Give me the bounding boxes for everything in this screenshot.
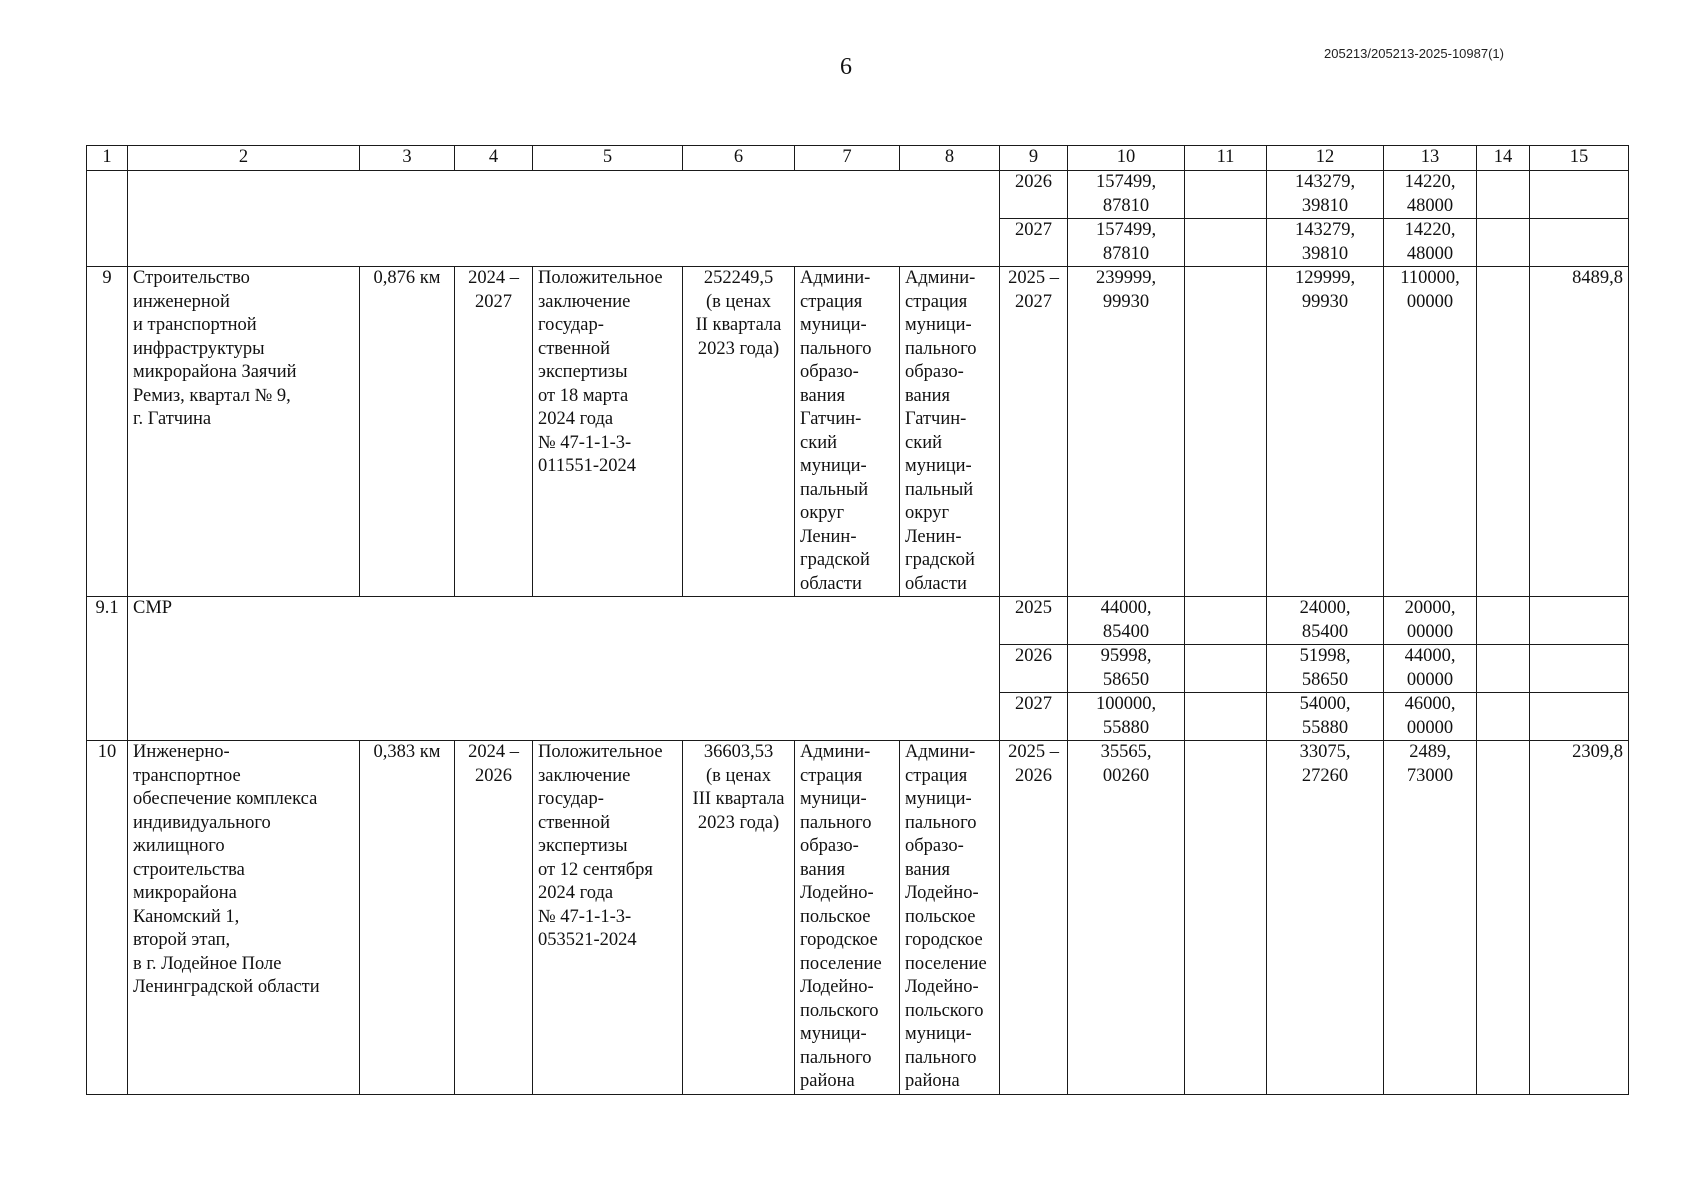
period-cell: 2024 – 2027 bbox=[455, 267, 533, 597]
table-cell bbox=[1185, 693, 1267, 741]
owner-cell: Админи- страция муници- пального образо- вания Лодейно- польское городское поселение Лодейно- польского муници- пального района bbox=[900, 741, 1000, 1095]
amount-cell: 110000, 00000 bbox=[1384, 267, 1477, 597]
col-header: 11 bbox=[1185, 146, 1267, 171]
amount-cell: 100000, 55880 bbox=[1068, 693, 1185, 741]
amount-cell: 14220, 48000 bbox=[1384, 171, 1477, 219]
table-cell bbox=[1530, 171, 1629, 219]
year-cell: 2025 – 2027 bbox=[1000, 267, 1068, 597]
object-name: Строительство инженерной и транспортной инфраструктуры микрорайона Заячий Ремиз, квартал № 9, г. Гатчина bbox=[128, 267, 360, 597]
amount-cell: 143279, 39810 bbox=[1267, 171, 1384, 219]
amount-cell: 129999, 99930 bbox=[1267, 267, 1384, 597]
col-header: 7 bbox=[795, 146, 900, 171]
col-header: 6 bbox=[683, 146, 795, 171]
amount-cell: 2489, 73000 bbox=[1384, 741, 1477, 1095]
cost-cell: 252249,5 (в ценах II квартала 2023 года) bbox=[683, 267, 795, 597]
table-cell bbox=[1530, 597, 1629, 645]
amount-cell: 54000, 55880 bbox=[1267, 693, 1384, 741]
amount-cell: 24000, 85400 bbox=[1267, 597, 1384, 645]
table-cell bbox=[1185, 267, 1267, 597]
table-cell bbox=[1477, 645, 1530, 693]
table-cell bbox=[1185, 741, 1267, 1095]
year-cell: 2026 bbox=[1000, 645, 1068, 693]
table-cell bbox=[1185, 219, 1267, 267]
amount-cell: 51998, 58650 bbox=[1267, 645, 1384, 693]
table-cell bbox=[1477, 693, 1530, 741]
table-cell bbox=[1530, 693, 1629, 741]
amount-cell: 35565, 00260 bbox=[1068, 741, 1185, 1095]
year-cell: 2027 bbox=[1000, 693, 1068, 741]
row-number: 9.1 bbox=[87, 597, 128, 741]
col-header: 3 bbox=[360, 146, 455, 171]
amount-cell: 44000, 00000 bbox=[1384, 645, 1477, 693]
cost-cell: 36603,53 (в ценах III квартала 2023 года) bbox=[683, 741, 795, 1095]
capacity-cell: 0,876 км bbox=[360, 267, 455, 597]
period-cell: 2024 – 2026 bbox=[455, 741, 533, 1095]
col-header: 13 bbox=[1384, 146, 1477, 171]
year-cell: 2027 bbox=[1000, 219, 1068, 267]
table-cell bbox=[87, 171, 128, 267]
amount-cell: 157499, 87810 bbox=[1068, 171, 1185, 219]
amount-cell: 14220, 48000 bbox=[1384, 219, 1477, 267]
header-row bbox=[87, 146, 1629, 171]
col-header: 14 bbox=[1477, 146, 1530, 171]
row-number: 9 bbox=[87, 267, 128, 597]
col-header: 10 bbox=[1068, 146, 1185, 171]
table-cell bbox=[128, 171, 1000, 267]
amount-cell: 239999, 99930 bbox=[1068, 267, 1185, 597]
col-header: 8 bbox=[900, 146, 1000, 171]
year-cell: 2025 bbox=[1000, 597, 1068, 645]
investment-table bbox=[86, 145, 1629, 1095]
customer-cell: Админи- страция муници- пального образо- вания Гатчин- ский муници- пальный округ Ленин- градской области bbox=[795, 267, 900, 597]
col-header: 5 bbox=[533, 146, 683, 171]
owner-cell: Админи- страция муници- пального образо- вания Гатчин- ский муници- пальный округ Ленин- градской области bbox=[900, 267, 1000, 597]
table-row bbox=[87, 597, 1629, 645]
col-header: 1 bbox=[87, 146, 128, 171]
table-row bbox=[87, 741, 1629, 1095]
col-header: 15 bbox=[1530, 146, 1629, 171]
table-cell bbox=[1477, 171, 1530, 219]
table-cell bbox=[1185, 597, 1267, 645]
table-cell bbox=[1530, 645, 1629, 693]
table-row bbox=[87, 267, 1629, 597]
table-row bbox=[87, 171, 1629, 219]
amount-cell: 143279, 39810 bbox=[1267, 219, 1384, 267]
document-id: 205213/205213-2025-10987(1) bbox=[1324, 46, 1504, 61]
page-number: 6 bbox=[840, 54, 852, 80]
col-header: 9 bbox=[1000, 146, 1068, 171]
object-name: Инженерно- транспортное обеспечение комплекса индивидуального жилищного строительства микрорайона Каномский 1, второй этап, в г. Лодейное Поле Ленинградской области bbox=[128, 741, 360, 1095]
col-header: 12 bbox=[1267, 146, 1384, 171]
table-cell bbox=[1185, 645, 1267, 693]
customer-cell: Админи- страция муници- пального образо- вания Лодейно- польское городское поселение Лодейно- польского муници- пального района bbox=[795, 741, 900, 1095]
amount-cell: 33075, 27260 bbox=[1267, 741, 1384, 1095]
row-number: 10 bbox=[87, 741, 128, 1095]
amount-cell: 20000, 00000 bbox=[1384, 597, 1477, 645]
amount-cell: 8489,8 bbox=[1530, 267, 1629, 597]
capacity-cell: 0,383 км bbox=[360, 741, 455, 1095]
amount-cell: 2309,8 bbox=[1530, 741, 1629, 1095]
subitem-label: СМР bbox=[128, 597, 1000, 741]
col-header: 2 bbox=[128, 146, 360, 171]
table-cell bbox=[1185, 171, 1267, 219]
amount-cell: 95998, 58650 bbox=[1068, 645, 1185, 693]
table-cell bbox=[1477, 267, 1530, 597]
expertise-cell: Положительное заключение государ- ственной экспертизы от 18 марта 2024 года № 47-1-1-3- 011551-2024 bbox=[533, 267, 683, 597]
col-header: 4 bbox=[455, 146, 533, 171]
year-cell: 2025 – 2026 bbox=[1000, 741, 1068, 1095]
table-cell bbox=[1477, 219, 1530, 267]
amount-cell: 44000, 85400 bbox=[1068, 597, 1185, 645]
year-cell: 2026 bbox=[1000, 171, 1068, 219]
table-cell bbox=[1477, 741, 1530, 1095]
expertise-cell: Положительное заключение государ- ственной экспертизы от 12 сентября 2024 года № 47-1-1-3- 053521-2024 bbox=[533, 741, 683, 1095]
amount-cell: 46000, 00000 bbox=[1384, 693, 1477, 741]
table-cell bbox=[1477, 597, 1530, 645]
table-cell bbox=[1530, 219, 1629, 267]
amount-cell: 157499, 87810 bbox=[1068, 219, 1185, 267]
